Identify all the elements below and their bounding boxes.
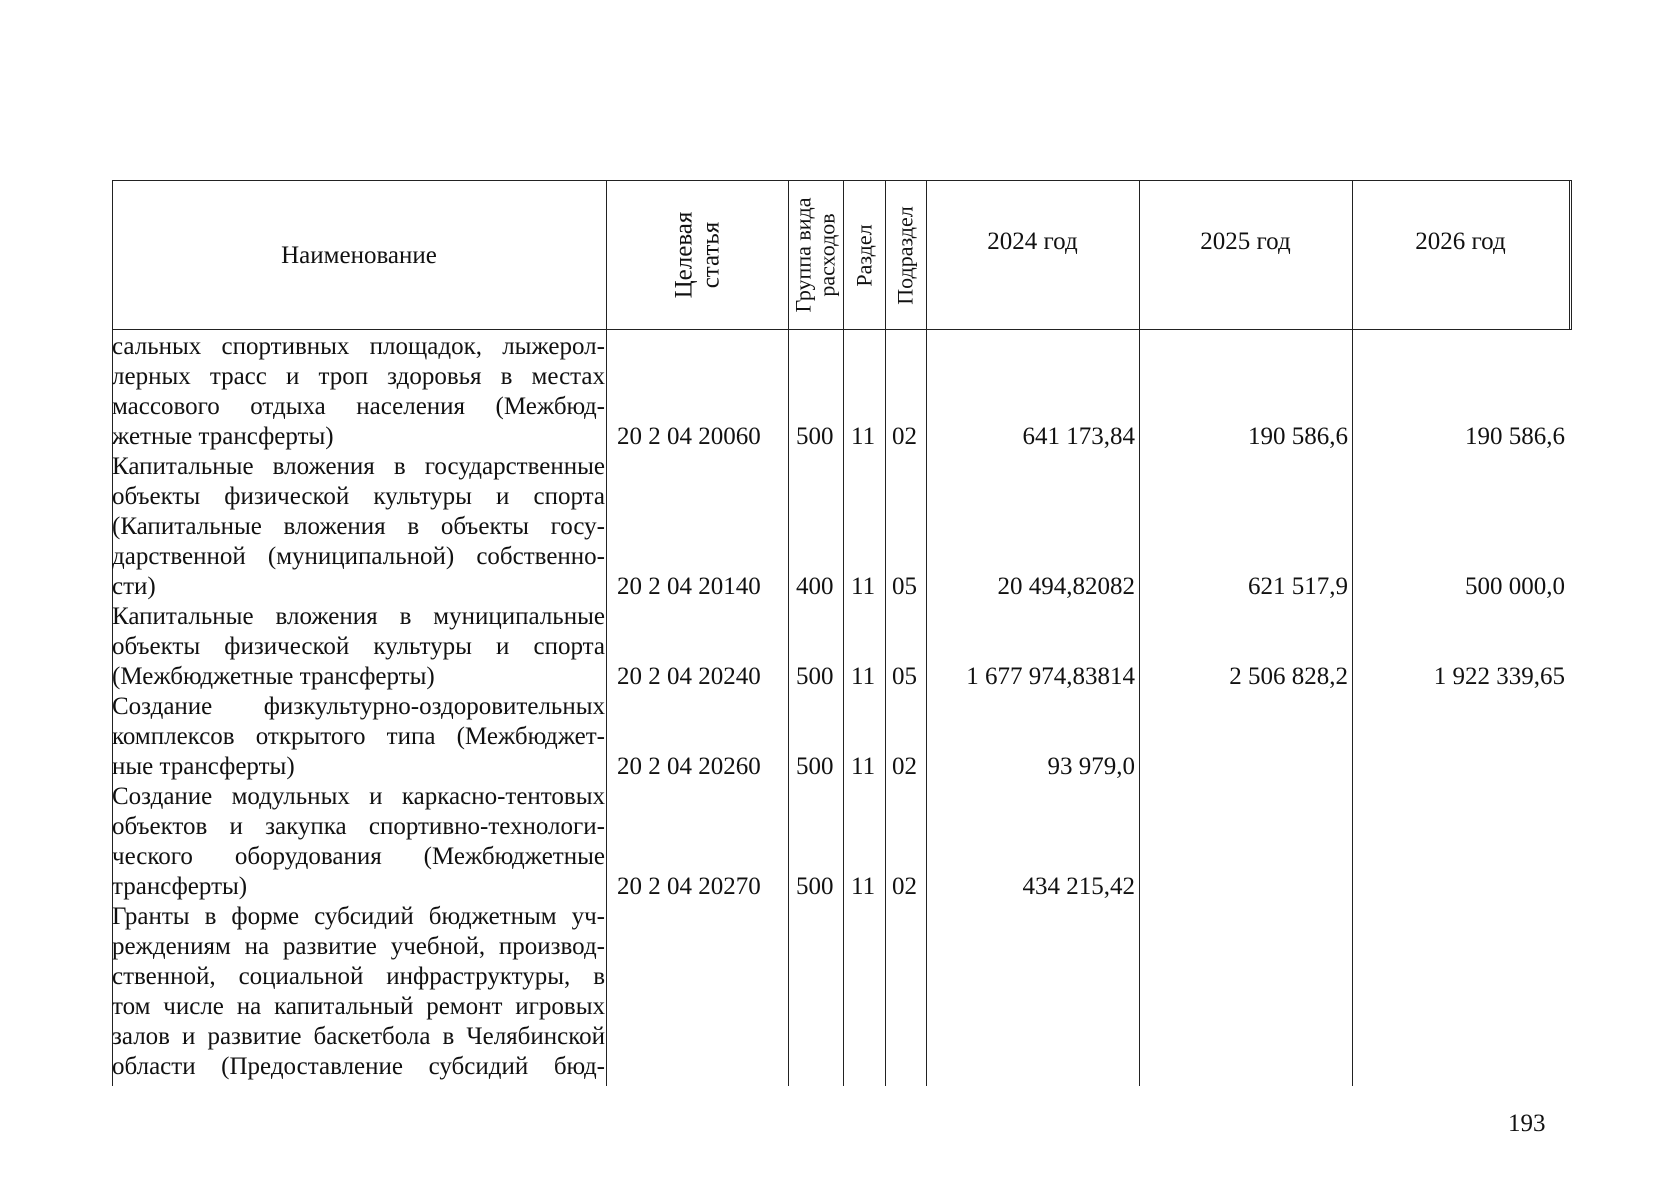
row-2026: 500 000,0 [1465,573,1565,600]
row-group: 500 [796,753,834,780]
row-group: 500 [796,663,834,690]
row-section: 11 [851,663,876,690]
budget-table [112,180,1572,1086]
header-expense-group: Группа вида расходов [790,197,840,313]
row-article: 20 2 04 20260 [617,753,761,780]
row-name: Капитальные вложения в государственные объекты физической культуры и спорта (Капитальные вложения в объекты госу- дарственной (муниципальной) собственно- сти) [112,453,605,600]
header-2025: 2025 год [1200,228,1291,255]
header-section: Раздел [851,223,877,287]
header-subsection: Подраздел [893,205,919,305]
row-article: 20 2 04 20270 [617,873,761,900]
row-2024: 93 979,0 [1047,753,1135,780]
row-group: 400 [796,573,834,600]
row-subsection: 02 [892,873,917,900]
row-section: 11 [851,423,876,450]
row-name: Гранты в форме субсидий бюджетным уч- реждениям на развитие учебной, производ- ственной, социальной инфраструктуры, в том числе на капитальный ремонт игровых залов и развитие баскетбола в Челябинской области (Предоставление субсидий бюд- [112,903,605,1080]
header-name: Наименование [281,241,437,269]
row-name: Создание модульных и каркасно-тентовых объектов и закупка спортивно-технологи- ческого оборудования (Межбюджетные трансферты) [112,783,605,900]
row-2025: 190 586,6 [1248,423,1348,450]
row-2024: 434 215,42 [1022,873,1135,900]
row-2025: 2 506 828,2 [1229,663,1348,690]
page-number: 193 [1508,1110,1546,1137]
header-2024: 2024 год [987,228,1078,255]
row-section: 11 [851,753,876,780]
row-article: 20 2 04 20140 [617,573,761,600]
row-2026: 190 586,6 [1465,423,1565,450]
row-group: 500 [796,423,834,450]
row-name: Капитальные вложения в муниципальные объекты физической культуры и спорта (Межбюджетные трансферты) [112,603,605,690]
row-2024: 641 173,84 [1022,423,1135,450]
row-subsection: 02 [892,423,917,450]
header-target-article: Целевая статья [669,211,724,299]
row-name: сальных спортивных площадок, лыжерол- лерных трасс и троп здоровья в местах массового отдыха населения (Межбюд- жетные трансферты) [112,333,605,450]
row-subsection: 02 [892,753,917,780]
row-subsection: 05 [892,663,917,690]
row-group: 500 [796,873,834,900]
row-article: 20 2 04 20240 [617,663,761,690]
row-2026: 1 922 339,65 [1433,663,1565,690]
row-section: 11 [851,873,876,900]
row-subsection: 05 [892,573,917,600]
row-section: 11 [851,573,876,600]
header-2026: 2026 год [1415,228,1506,255]
row-2024: 20 494,82082 [997,573,1135,600]
row-2024: 1 677 974,83814 [966,663,1135,690]
row-2025: 621 517,9 [1248,573,1348,600]
row-article: 20 2 04 20060 [617,423,761,450]
row-name: Создание физкультурно-оздоровительных комплексов открытого типа (Межбюджет- ные трансферты) [112,693,605,780]
